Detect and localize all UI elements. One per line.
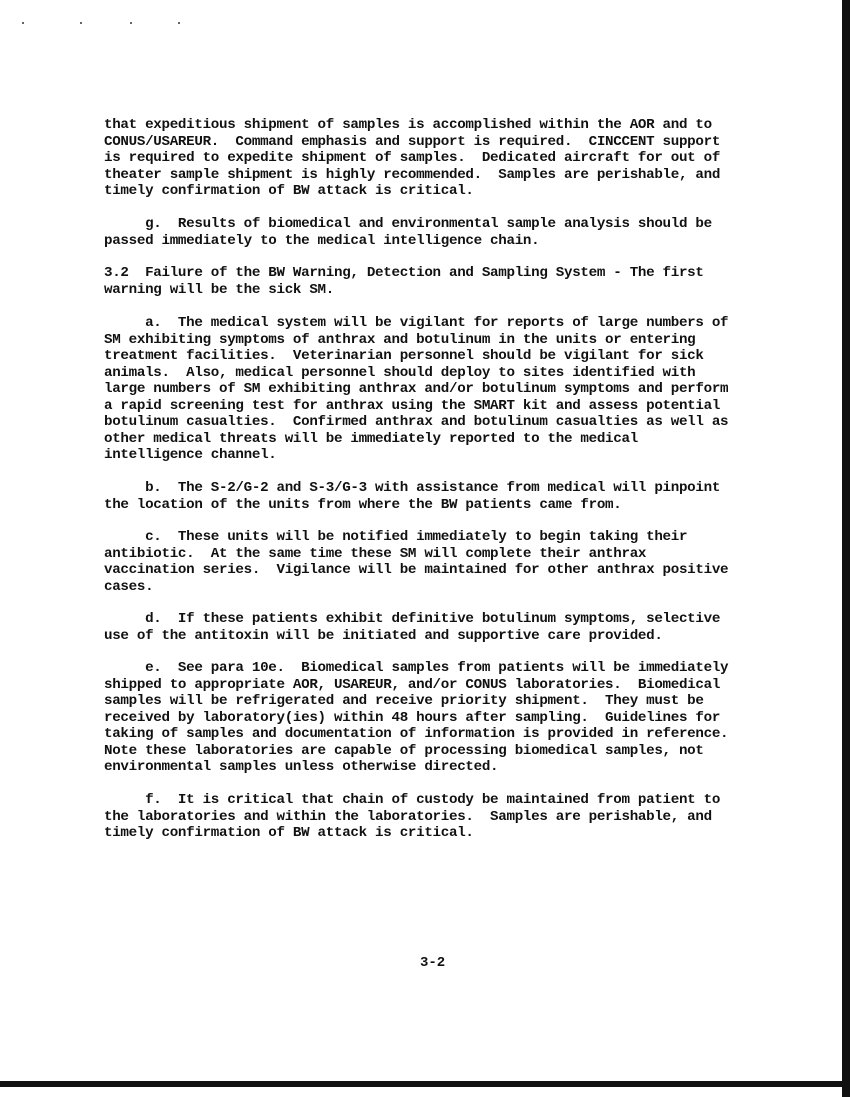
text-line: d. If these patients exhibit definitive botulinum symptoms, selective — [104, 611, 721, 627]
paragraph-c — [104, 529, 728, 595]
text-line: theater sample shipment is highly recommended. Samples are perishable, and — [104, 166, 721, 183]
text-line: warning will be the sick SM. — [104, 281, 334, 298]
text-line: passed immediately to the medical intelligence chain. — [104, 232, 540, 249]
scan-border-right — [842, 0, 850, 1097]
paragraph-g — [104, 216, 712, 249]
text-line: a. The medical system will be vigilant for reports of large numbers of — [104, 315, 729, 331]
text-line: f. It is critical that chain of custody be maintained from patient to — [104, 792, 721, 808]
text-line: SM exhibiting symptoms of anthrax and botulinum in the units or entering — [104, 331, 696, 348]
text-line: the location of the units from where the BW patients came from. — [104, 496, 622, 513]
text-line: vaccination series. Vigilance will be maintained for other anthrax positive — [104, 562, 729, 578]
text-line: b. The S-2/G-2 and S-3/G-3 with assistance from medical will pinpoint — [104, 480, 721, 496]
scan-speck — [178, 22, 180, 24]
text-line: cases. — [104, 578, 154, 595]
text-line: intelligence channel. — [104, 447, 277, 463]
text-line: c. These units will be notified immediately to begin taking their — [104, 529, 688, 545]
paragraph-d — [104, 611, 720, 644]
paragraph-3-2 — [104, 265, 704, 298]
text-line: a rapid screening test for anthrax using the SMART kit and assess potential — [104, 397, 721, 414]
scan-speck — [22, 22, 24, 24]
paragraph-f — [104, 792, 720, 842]
text-line: g. Results of biomedical and environmental sample analysis should be — [104, 216, 712, 232]
text-line: large numbers of SM exhibiting anthrax and/or botulinum symptoms and perform — [104, 381, 729, 397]
text-line: use of the antitoxin will be initiated and supportive care provided. — [104, 627, 663, 644]
text-line: the laboratories and within the laboratories. Samples are perishable, and — [104, 808, 712, 825]
scan-border-bottom — [0, 1081, 850, 1087]
text-line: antibiotic. At the same time these SM will complete their anthrax — [104, 545, 647, 562]
text-line: other medical threats will be immediately reported to the medical — [104, 430, 638, 447]
text-line: that expeditious shipment of samples is accomplished within the AOR and to — [104, 117, 712, 133]
text-line: treatment facilities. Veterinarian personnel should be vigilant for sick — [104, 348, 704, 364]
paragraph-cont — [104, 117, 720, 200]
paragraph-b — [104, 480, 720, 513]
text-line: is required to expedite shipment of samples. Dedicated aircraft for out of — [104, 150, 721, 166]
text-line: shipped to appropriate AOR, USAREUR, and/or CONUS laboratories. Biomedical — [104, 676, 721, 693]
text-line: e. See para 10e. Biomedical samples from patients will be immediately — [104, 660, 729, 676]
text-line: timely confirmation of BW attack is critical. — [104, 183, 474, 199]
scan-speck — [80, 22, 82, 24]
text-line: samples will be refrigerated and receive priority shipment. They must be — [104, 693, 704, 709]
page-number: 3-2 — [420, 955, 446, 971]
text-line: timely confirmation of BW attack is critical. — [104, 825, 474, 841]
text-line: environmental samples unless otherwise directed. — [104, 759, 499, 775]
paragraph-e — [104, 660, 728, 776]
text-line: 3.2 Failure of the BW Warning, Detection and Sampling System - The first — [104, 265, 704, 281]
text-line: taking of samples and documentation of information is provided in reference. — [104, 726, 729, 742]
scan-speck — [130, 22, 132, 24]
text-line: Note these laboratories are capable of processing biomedical samples, not — [104, 742, 704, 759]
paragraph-a — [104, 315, 728, 464]
text-line: received by laboratory(ies) within 48 hours after sampling. Guidelines for — [104, 709, 721, 726]
text-line: botulinum casualties. Confirmed anthrax and botulinum casualties as well as — [104, 414, 729, 430]
text-line: CONUS/USAREUR. Command emphasis and support is required. CINCCENT support — [104, 133, 721, 150]
text-line: animals. Also, medical personnel should deploy to sites identified with — [104, 364, 696, 381]
